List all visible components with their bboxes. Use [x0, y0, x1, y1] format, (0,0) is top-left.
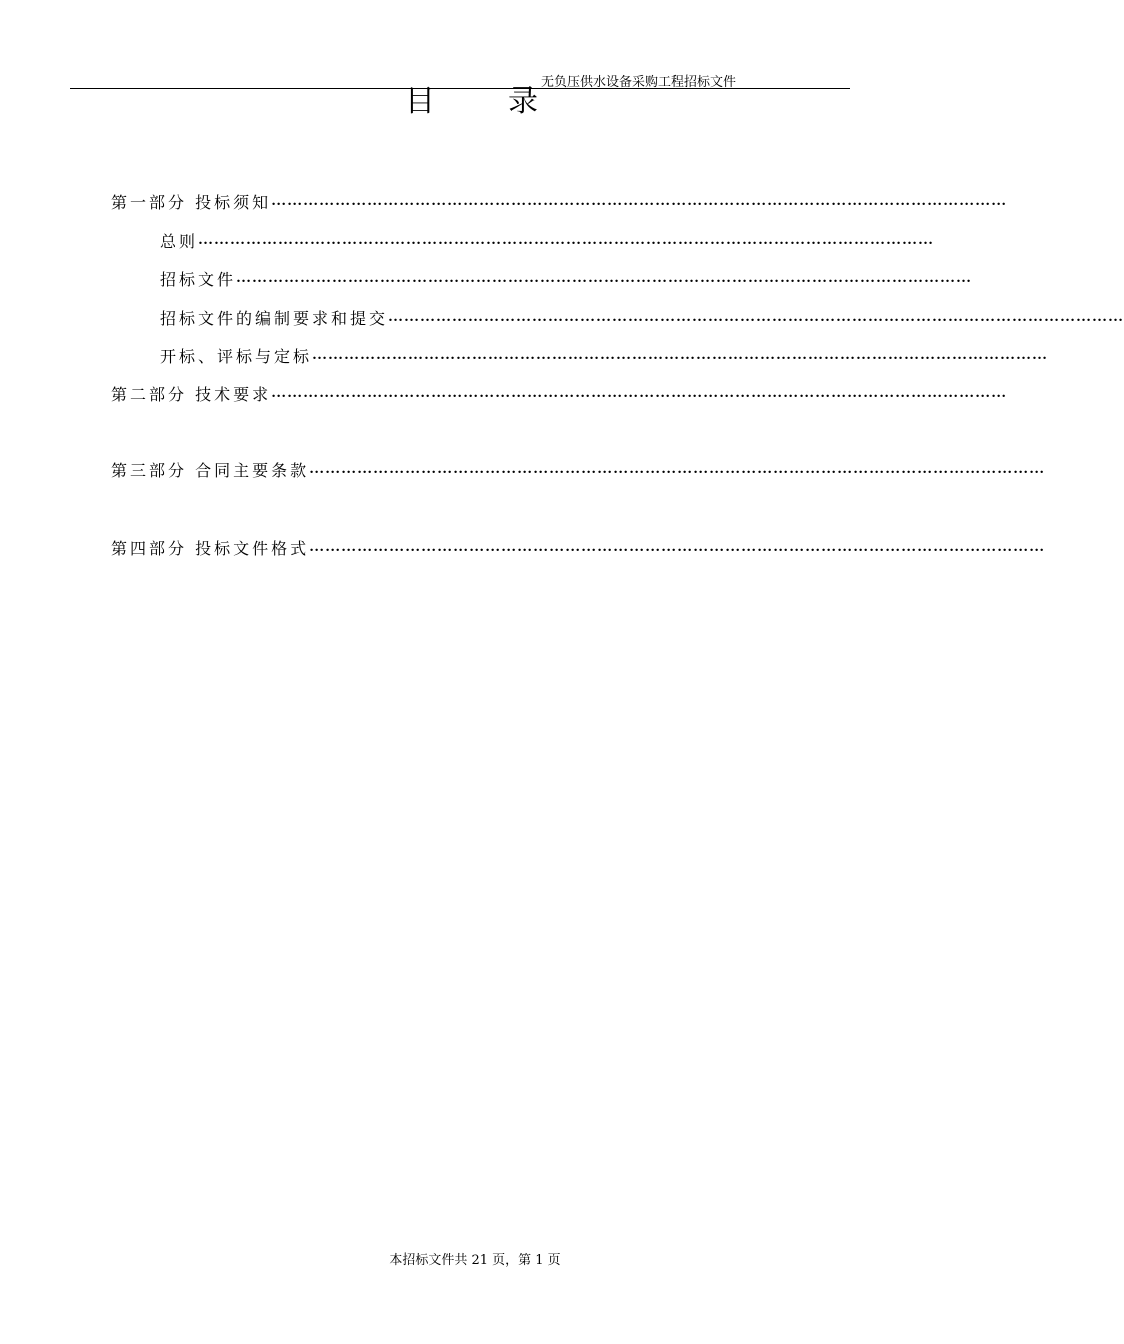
toc-dot-leader: ………………………………………………………………………………………………………………………… — [198, 232, 935, 248]
toc-entry-label: 招标文件的编制要求和提交 — [160, 308, 389, 328]
toc-title-char-2: 录 — [508, 84, 538, 119]
toc-entry-part2[interactable] — [111, 381, 1008, 405]
toc-dot-leader: ………………………………………………………………………………………………………………………… — [309, 461, 1046, 477]
toc-entry-label: 招标文件 — [160, 269, 237, 289]
toc-entry-preparation[interactable] — [160, 305, 1124, 329]
toc-entry-part3[interactable] — [111, 457, 1046, 481]
toc-dot-leader: ………………………………………………………………………………………………………………………… — [312, 347, 1049, 363]
toc-entry-tender-docs[interactable] — [160, 266, 973, 290]
toc-entry-label: 第四部分 投标文件格式 — [111, 538, 310, 558]
toc-dot-leader: ………………………………………………………………………………………………………………………… — [271, 193, 1008, 209]
toc-entry-label: 开标、评标与定标 — [160, 346, 313, 366]
toc-dot-leader: ………………………………………………………………………………………………………………………… — [309, 539, 1046, 555]
toc-entry-label: 总则 — [160, 231, 199, 251]
toc-entry-label: 第一部分 投标须知 — [111, 192, 272, 212]
toc-dot-leader: ………………………………………………………………………………………………………………………… — [236, 270, 973, 286]
toc-entry-label: 第三部分 合同主要条款 — [111, 460, 310, 480]
toc-entry-part4[interactable] — [111, 535, 1046, 559]
toc-entry-label: 第二部分 技术要求 — [111, 384, 272, 404]
toc-entry-general[interactable] — [160, 228, 935, 252]
page-footer: 本招标文件共 21 页，第 1 页 — [389, 1253, 561, 1268]
toc-entry-part1[interactable] — [111, 189, 1008, 213]
running-header-title: 无负压供水设备采购工程招标文件 — [541, 75, 737, 90]
toc-title-char-1: 目 — [405, 84, 435, 119]
toc-dot-leader: ………………………………………………………………………………………………………………………… — [271, 385, 1008, 401]
toc-entry-evaluation[interactable] — [160, 343, 1049, 367]
toc-title — [405, 84, 538, 120]
toc-dot-leader: ………………………………………………………………………………………………………………………… — [388, 309, 1124, 325]
